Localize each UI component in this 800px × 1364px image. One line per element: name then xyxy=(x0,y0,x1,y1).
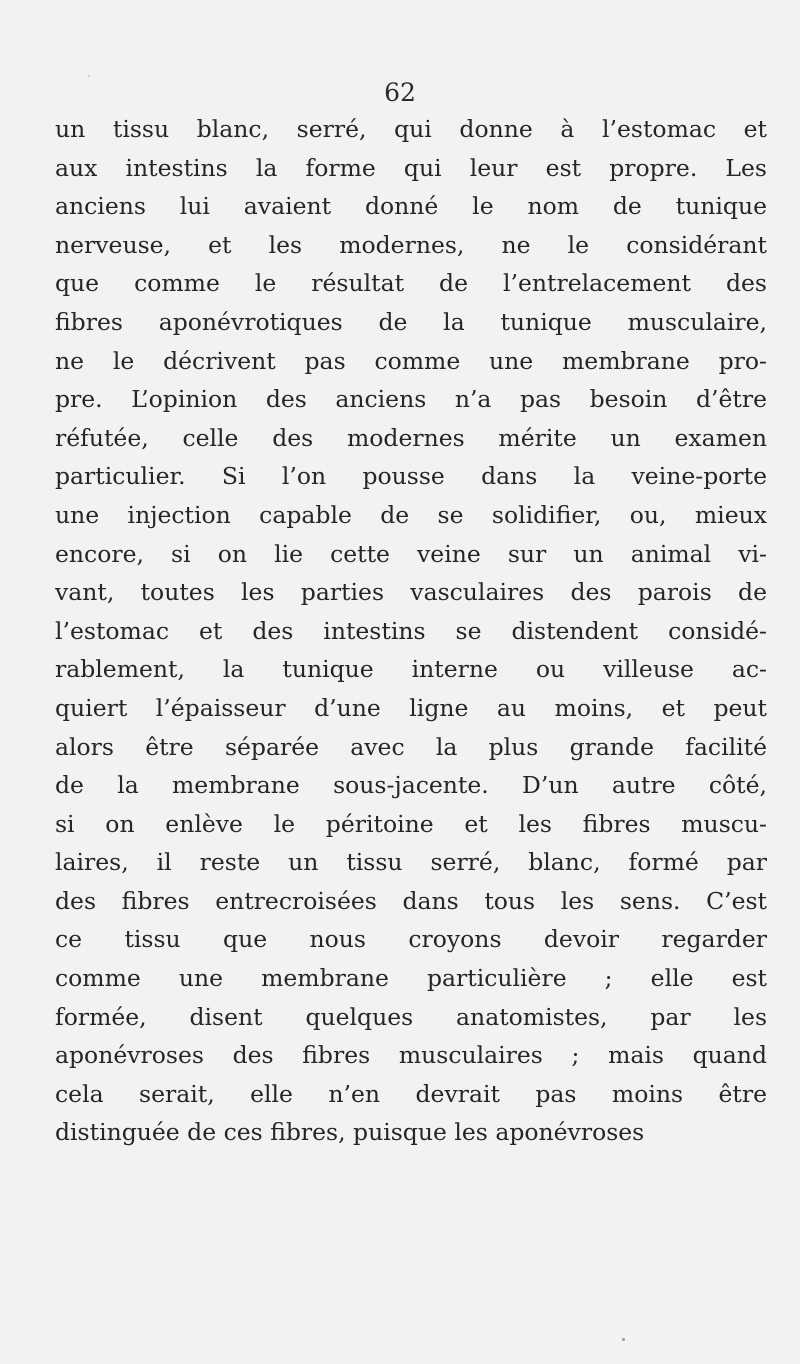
text-line: l’estomac et des intestins se distendent considé- xyxy=(55,616,767,645)
text-line: un tissu blanc, serré, qui donne à l’estomac et xyxy=(55,115,767,143)
text-line: formée, disent quelques anatomistes, par les xyxy=(55,1002,767,1031)
text-line: nerveuse, et les modernes, ne le considérant xyxy=(55,230,767,259)
paper-speck xyxy=(622,1338,625,1341)
text-line: laires, il reste un tissu serré, blanc, formé par xyxy=(55,848,767,877)
text-line: vant, toutes les parties vasculaires des parois de xyxy=(55,578,767,607)
page-number: 62 xyxy=(384,78,416,107)
text-line: distinguée de ces fibres, puisque les aponévroses xyxy=(55,1118,645,1147)
text-line: particulier. Si l’on pousse dans la veine-porte xyxy=(55,462,767,491)
paper-speck xyxy=(88,75,90,77)
text-line: de la membrane sous-jacente. D’un autre côté, xyxy=(55,771,767,800)
text-line: anciens lui avaient donné le nom de tunique xyxy=(55,192,767,221)
body-text xyxy=(55,110,767,1152)
text-line: encore, si on lie cette veine sur un animal vi- xyxy=(55,539,767,568)
text-line: si on enlève le péritoine et les fibres muscu- xyxy=(55,809,767,838)
text-line: quiert l’épaisseur d’une ligne au moins, et peut xyxy=(55,693,767,722)
text-line: fibres aponévrotiques de la tunique musculaire, xyxy=(55,307,767,336)
text-line: des fibres entrecroisées dans tous les sens. C’est xyxy=(55,886,767,915)
text-line: que comme le résultat de l’entrelacement des xyxy=(55,269,767,298)
text-line: aux intestins la forme qui leur est propre. Les xyxy=(55,153,767,182)
text-line: réfutée, celle des modernes mérite un examen xyxy=(55,423,767,452)
text-line: alors être séparée avec la plus grande facilité xyxy=(55,732,767,761)
text-line: une injection capable de se solidifier, ou, mieux xyxy=(55,500,767,529)
text-line: ne le décrivent pas comme une membrane pro- xyxy=(55,346,767,375)
text-line: rablement, la tunique interne ou villeuse ac- xyxy=(55,655,767,684)
text-line: aponévroses des fibres musculaires ; mais quand xyxy=(55,1041,767,1070)
text-line: ce tissu que nous croyons devoir regarder xyxy=(55,925,767,954)
text-line: comme une membrane particulière ; elle est xyxy=(55,964,767,993)
text-line: pre. L’opinion des anciens n’a pas besoin d’être xyxy=(55,385,767,414)
text-line: cela serait, elle n’en devrait pas moins être xyxy=(55,1079,767,1108)
